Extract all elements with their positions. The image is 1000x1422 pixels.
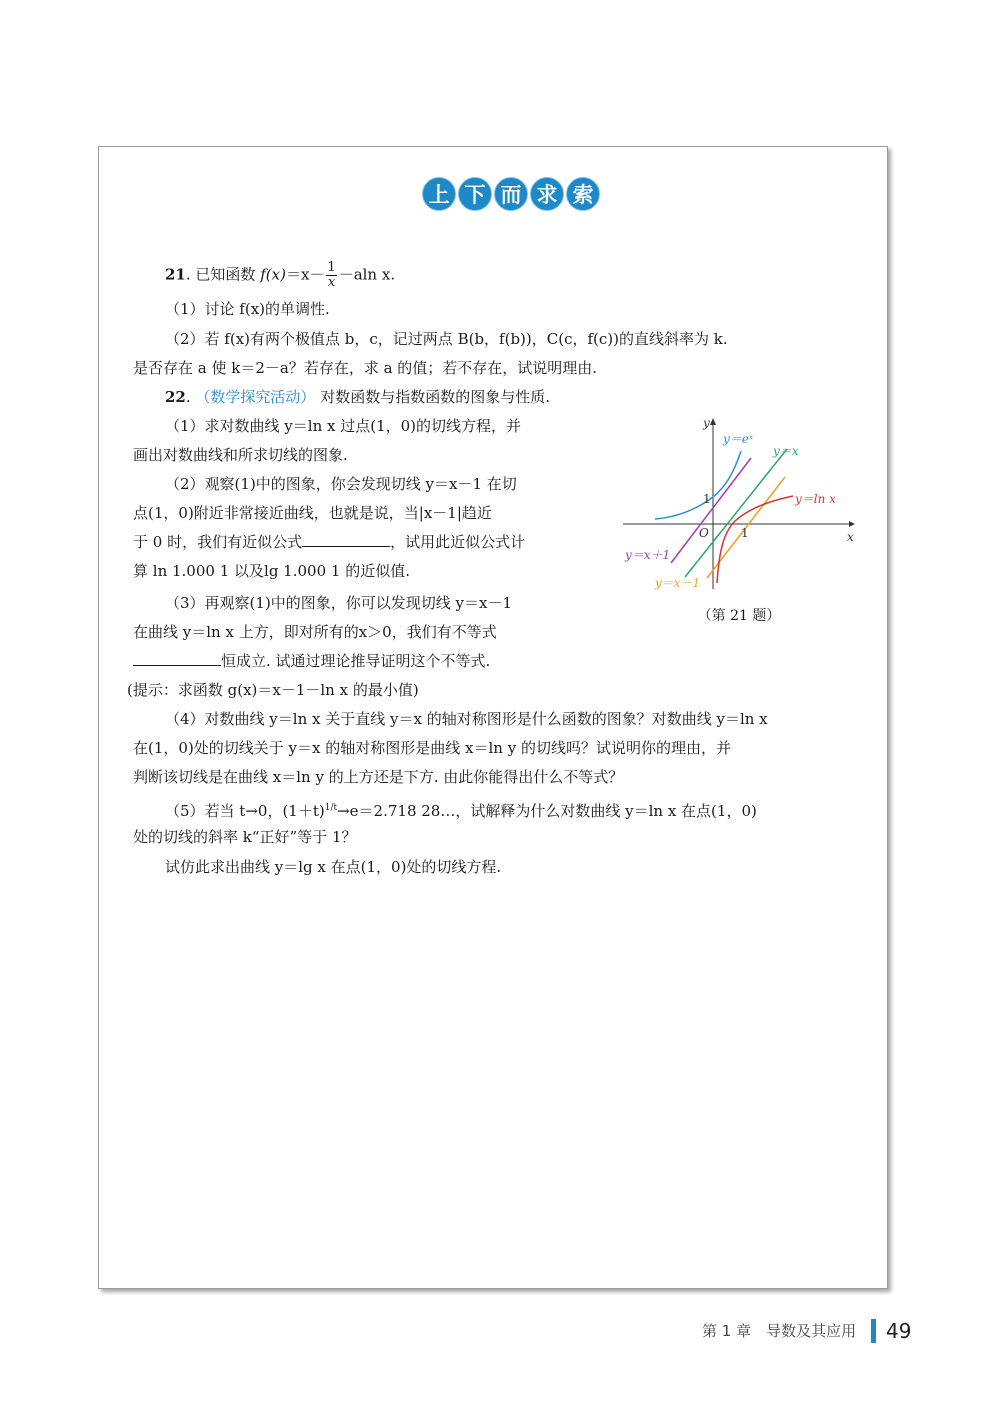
y-axis-label: y xyxy=(703,416,710,430)
label-y-eq-x: y＝x xyxy=(773,444,799,458)
q22-s5-line2: 处的切线的斜率 k“正好”等于 1？ xyxy=(133,828,357,846)
q22-s1-line1: （1）求对数曲线 y＝ln x 过点(1，0)的切线方程，并 xyxy=(165,417,522,435)
q22-s2-line3: 于 0 时，我们有近似公式 ，试用此近似公式计 xyxy=(133,533,526,551)
chapter-title: 第 1 章 导数及其应用 xyxy=(702,1322,857,1340)
q22-s5-line1: （5）若当 t→0，$(1+t)^{1/t}\to e=2.718$ 28…，试解释为什么对数曲线 y＝ln x 在点(1，0) xyxy=(165,802,757,820)
x-axis-arrow xyxy=(849,521,855,527)
label-x-plus-1: y＝x＋1 xyxy=(625,548,671,562)
q22-s3-line2: 在曲线 y＝ln x 上方，即对所有的x＞0，我们有不等式 xyxy=(133,623,497,641)
q21-part2-line1: （2）若 f(x)有两个极值点 b，c，记过两点 B(b，f(b))，C(c，f(c))的直线斜率为 k. xyxy=(165,330,728,348)
q22-header: 22. （数学探究活动） 对数函数与指数函数的图象与性质. xyxy=(165,388,550,406)
label-ln: y＝ln x xyxy=(795,492,836,506)
graph-figure xyxy=(619,413,859,593)
q22-s3-line3: 恒成立. 试通过理论推导证明这个不等式. xyxy=(133,651,921,671)
q22-s1-line2: 画出对数曲线和所求切线的图象. xyxy=(133,446,348,464)
q22-s2-line1: （2）观察(1)中的图象，你会发现切线 y＝x－1 在切 xyxy=(165,475,517,493)
curve-y-eq-x xyxy=(685,449,787,577)
answer-blank xyxy=(302,532,390,547)
label-exp: y＝eˣ xyxy=(723,432,754,446)
q22-s2-line2: 点(1，0)附近非常接近曲线，也就是说，当|x－1|趋近 xyxy=(133,504,492,522)
banner-char: 求 xyxy=(530,177,564,211)
q22-s3-line1: （3）再观察(1)中的图象，你可以发现切线 y＝x－1 xyxy=(165,594,513,612)
page-card xyxy=(98,146,888,1289)
answer-blank xyxy=(133,651,221,666)
q22-s4-line2: 在(1，0)处的切线关于 y＝x 的轴对称图形是曲线 x＝ln y 的切线吗？试说明你的理由，并 xyxy=(133,739,731,757)
fraction: $\frac{1}{x}$ xyxy=(327,260,336,290)
q22-s2-line4: 算 ln 1.000 1 以及lg 1.000 1 的近似值. xyxy=(133,562,410,580)
q21-part2-line2: 是否存在 a 使 k＝2－a？若存在，求 a 的值；若不存在，试说明理由. xyxy=(133,359,598,377)
banner-char: 而 xyxy=(494,177,528,211)
x-axis-label: x xyxy=(847,530,854,544)
origin-label: O xyxy=(699,526,709,540)
tick-label-x-1: 1 xyxy=(741,526,749,540)
q22-s3-hint: (提示：求函数 g(x)＝x－1－ln x 的最小值) xyxy=(127,681,419,699)
curve-y-eq-exp xyxy=(655,451,741,519)
banner-char: 上 xyxy=(422,177,456,211)
q21-part1: （1）讨论 f(x)的单调性. xyxy=(165,300,330,318)
q22-s4-line3: 判断该切线是在曲线 x＝ln y 的上方还是下方. 由此你能得出什么不等式？ xyxy=(133,768,624,786)
banner-char: 下 xyxy=(458,177,492,211)
tick-label-y-1: 1 xyxy=(703,492,711,506)
curve-y-eq-ln xyxy=(717,496,793,583)
activity-tag: （数学探究活动） xyxy=(195,388,316,406)
curve-y-eq-x-plus-1 xyxy=(671,458,751,563)
q21-header: 21. 已知函数 f(x)＝x－ $\frac{1}{x}$ －aln x. xyxy=(165,260,396,290)
q22-s6: 试仿此求出曲线 y＝lg x 在点(1，0)处的切线方程. xyxy=(165,858,502,876)
q22-s4-line1: （4）对数曲线 y＝ln x 关于直线 y＝x 的轴对称图形是什么函数的图象？对数曲线 y＝ln x xyxy=(165,710,768,728)
banner-char: 索 xyxy=(566,177,600,211)
label-x-minus-1: y＝x－1 xyxy=(655,576,701,590)
page-number: 49 xyxy=(886,1319,912,1343)
figure-caption: （第 21 题） xyxy=(697,608,781,624)
footer-divider xyxy=(871,1319,876,1343)
section-banner xyxy=(422,177,600,211)
y-axis-arrow xyxy=(710,418,716,425)
